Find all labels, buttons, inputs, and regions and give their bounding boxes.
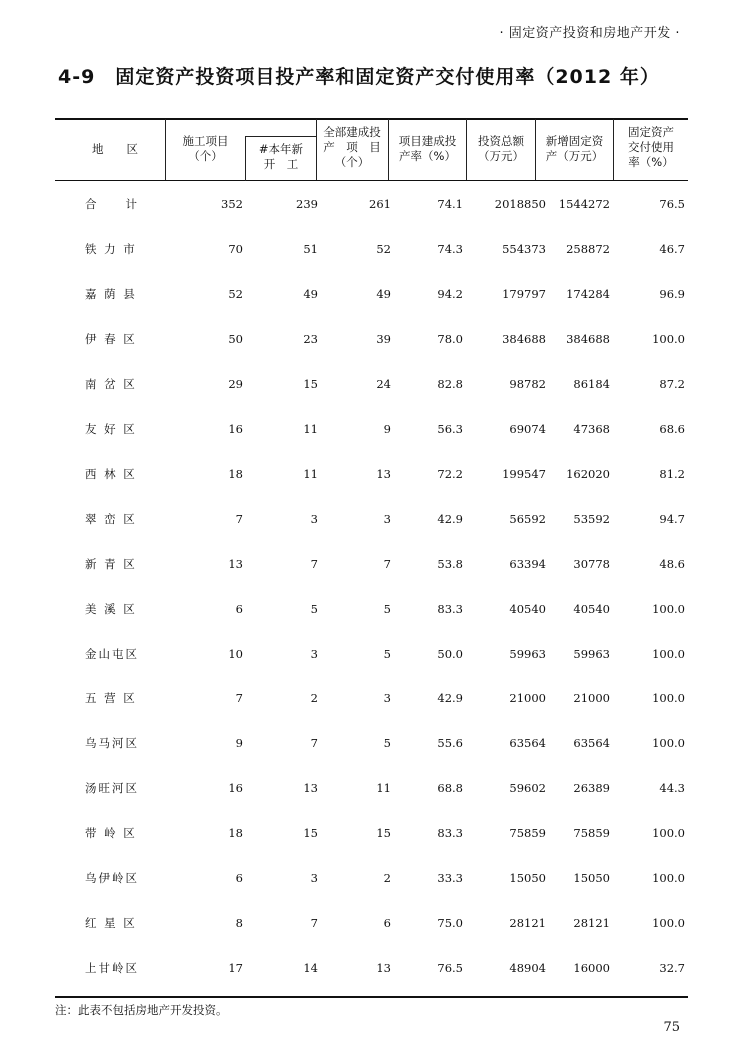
cell-rate: 94.2 [437,287,463,301]
table-row [55,239,688,259]
cell-investment: 56592 [509,512,546,526]
cell-projects: 70 [228,242,243,256]
cell-investment: 75859 [509,826,546,840]
col-header-completed-l1: 全部建成投 [323,125,381,139]
cell-usage: 100.0 [652,647,685,661]
cell-new-assets: 174284 [566,287,610,301]
cell-projects: 7 [235,512,243,526]
col-header-projects-l1: 施工项目 [182,134,229,148]
cell-investment: 40540 [509,602,546,616]
table-row [55,644,688,664]
table-row [55,913,688,933]
cell-completed: 3 [383,691,391,705]
cell-investment: 554373 [502,242,546,256]
table-row [55,419,688,439]
cell-investment: 2018850 [494,197,546,211]
col-header-newassets-l2: 产（万元） [545,149,604,163]
cell-rate: 72.2 [437,467,463,481]
cell-region: 上甘岭区 [85,961,139,975]
cell-new-assets: 258872 [566,242,610,256]
table-row [55,823,688,843]
cell-rate: 56.3 [437,422,463,436]
cell-completed: 13 [376,467,391,481]
cell-completed: 15 [376,826,391,840]
cell-projects: 18 [228,467,243,481]
col-header-usage-l2: 交付使用 [628,140,674,154]
cell-region: 金山屯区 [85,647,139,661]
cell-usage: 94.7 [659,512,685,526]
cell-rate: 74.1 [437,197,463,211]
cell-completed: 5 [383,602,391,616]
cell-completed: 52 [376,242,391,256]
cell-projects: 13 [228,557,243,571]
page-number: 75 [663,1020,680,1035]
col-header-completed [317,125,387,170]
cell-region: 伊 春 区 [85,332,137,346]
cell-new-start: 239 [296,197,318,211]
col-header-new-start [247,142,315,172]
cell-region: 带 岭 区 [85,826,137,840]
cell-projects: 29 [228,377,243,391]
cell-completed: 11 [376,781,391,795]
cell-region: 嘉 荫 县 [85,287,137,301]
cell-new-assets: 28121 [573,916,610,930]
cell-region: 合 计 [85,197,139,211]
cell-new-start: 23 [303,332,318,346]
cell-new-assets: 86184 [573,377,610,391]
cell-completed: 13 [376,961,391,975]
cell-completed: 2 [383,871,391,885]
cell-projects: 16 [228,781,243,795]
table-row [55,554,688,574]
cell-new-start: 11 [303,422,318,436]
cell-region: 新 青 区 [85,557,137,571]
cell-new-start: 13 [303,781,318,795]
cell-completed: 39 [376,332,391,346]
cell-completed: 24 [376,377,391,391]
col-header-region [70,142,160,157]
cell-rate: 53.8 [437,557,463,571]
cell-usage: 32.7 [659,961,685,975]
cell-usage: 46.7 [659,242,685,256]
table-row [55,464,688,484]
cell-projects: 9 [235,736,243,750]
cell-usage: 87.2 [659,377,685,391]
cell-rate: 76.5 [437,961,463,975]
cell-rate: 74.3 [437,242,463,256]
header-divider [165,119,166,180]
col-header-usage-l3: 率（%） [628,155,674,169]
cell-new-start: 2 [310,691,318,705]
col-header-rate-l1: 项目建成投 [398,134,457,148]
cell-region: 美 溪 区 [85,602,137,616]
cell-region: 友 好 区 [85,422,137,436]
cell-new-start: 3 [310,647,318,661]
cell-usage: 100.0 [652,332,685,346]
cell-projects: 8 [235,916,243,930]
col-header-completed-l3: （个） [334,155,370,169]
col-header-rate-l2: 产率（%） [399,149,456,163]
cell-new-start: 15 [303,826,318,840]
cell-completed: 5 [383,647,391,661]
cell-completed: 5 [383,736,391,750]
cell-rate: 83.3 [437,826,463,840]
cell-investment: 63564 [509,736,546,750]
cell-new-start: 51 [303,242,318,256]
cell-region: 乌马河区 [85,736,139,750]
cell-projects: 50 [228,332,243,346]
col-header-completed-l2: 产 项 目 [323,140,381,154]
cell-region: 铁 力 市 [85,242,137,256]
table-row [55,599,688,619]
cell-projects: 16 [228,422,243,436]
cell-new-start: 49 [303,287,318,301]
col-header-new-l2: 开 工 [263,157,299,171]
cell-new-assets: 30778 [573,557,610,571]
table-header-rule [55,180,688,181]
table-bottom-rule [55,996,688,998]
cell-investment: 15050 [509,871,546,885]
cell-new-assets: 75859 [573,826,610,840]
cell-completed: 49 [376,287,391,301]
cell-region: 汤旺河区 [85,781,139,795]
col-header-region-text: 地 区 [92,142,138,156]
table-row [55,374,688,394]
cell-investment: 179797 [502,287,546,301]
cell-projects: 17 [228,961,243,975]
cell-investment: 48904 [509,961,546,975]
cell-rate: 55.6 [437,736,463,750]
cell-completed: 3 [383,512,391,526]
col-header-rate [389,134,466,164]
table-row [55,733,688,753]
cell-investment: 21000 [509,691,546,705]
cell-investment: 59963 [509,647,546,661]
cell-completed: 7 [383,557,391,571]
cell-new-assets: 21000 [573,691,610,705]
cell-new-assets: 53592 [573,512,610,526]
cell-rate: 78.0 [437,332,463,346]
cell-projects: 7 [235,691,243,705]
cell-region: 五 营 区 [85,691,137,705]
cell-projects: 6 [235,602,243,616]
table-row [55,284,688,304]
footnote: 注：此表不包括房地产开发投资。 [55,1003,228,1017]
cell-rate: 33.3 [437,871,463,885]
cell-new-assets: 162020 [566,467,610,481]
col-header-projects [168,134,243,164]
col-header-new-l1: #本年新 [258,142,304,156]
cell-completed: 9 [383,422,391,436]
cell-new-assets: 59963 [573,647,610,661]
cell-rate: 75.0 [437,916,463,930]
table-row [55,688,688,708]
cell-new-start: 15 [303,377,318,391]
cell-usage: 76.5 [659,197,685,211]
cell-new-start: 7 [310,916,318,930]
cell-projects: 10 [228,647,243,661]
cell-new-start: 7 [310,736,318,750]
col-header-usage [614,125,688,170]
table-row [55,778,688,798]
cell-new-assets: 16000 [573,961,610,975]
cell-projects: 6 [235,871,243,885]
cell-investment: 59602 [509,781,546,795]
cell-investment: 28121 [509,916,546,930]
cell-investment: 384688 [502,332,546,346]
table-row [55,194,688,214]
col-header-new-assets [536,134,613,164]
col-header-investment [467,134,535,164]
cell-usage: 100.0 [652,691,685,705]
cell-new-assets: 26389 [573,781,610,795]
running-header: · 固定资产投资和房地产开发 · [499,26,680,41]
table-title: 4-9 固定资产投资项目投产率和固定资产交付使用率（2012 年） [58,66,660,88]
cell-usage: 100.0 [652,871,685,885]
cell-rate: 50.0 [437,647,463,661]
cell-rate: 68.8 [437,781,463,795]
table-row [55,958,688,978]
col-header-invest-l1: 投资总额 [478,134,524,148]
cell-investment: 69074 [509,422,546,436]
col-header-projects-l2: （个） [188,149,223,163]
col-header-usage-l1: 固定资产 [628,125,674,139]
cell-new-start: 5 [310,602,318,616]
cell-new-start: 3 [310,512,318,526]
table-top-rule [55,118,688,120]
cell-new-assets: 63564 [573,736,610,750]
cell-new-assets: 47368 [573,422,610,436]
col-header-newassets-l1: 新增固定资 [545,134,604,148]
cell-usage: 48.6 [659,557,685,571]
cell-new-assets: 1544272 [558,197,610,211]
cell-usage: 100.0 [652,736,685,750]
table-row [55,329,688,349]
cell-usage: 100.0 [652,826,685,840]
cell-investment: 63394 [509,557,546,571]
cell-rate: 82.8 [437,377,463,391]
cell-usage: 100.0 [652,916,685,930]
table-row [55,509,688,529]
cell-new-start: 14 [303,961,318,975]
cell-rate: 42.9 [437,512,463,526]
cell-rate: 83.3 [437,602,463,616]
cell-region: 红 星 区 [85,916,137,930]
cell-projects: 18 [228,826,243,840]
cell-investment: 98782 [509,377,546,391]
cell-projects: 52 [228,287,243,301]
cell-new-assets: 40540 [573,602,610,616]
cell-region: 乌伊岭区 [85,871,139,885]
cell-usage: 81.2 [659,467,685,481]
cell-region: 西 林 区 [85,467,137,481]
cell-projects: 352 [221,197,243,211]
cell-new-assets: 15050 [573,871,610,885]
cell-usage: 44.3 [659,781,685,795]
cell-region: 翠 峦 区 [85,512,137,526]
cell-usage: 100.0 [652,602,685,616]
cell-completed: 6 [383,916,391,930]
cell-completed: 261 [369,197,391,211]
cell-new-start: 11 [303,467,318,481]
col-header-invest-l2: （万元） [478,149,524,163]
cell-region: 南 岔 区 [85,377,137,391]
cell-new-start: 7 [310,557,318,571]
table-row [55,868,688,888]
cell-investment: 199547 [502,467,546,481]
cell-usage: 96.9 [659,287,685,301]
cell-new-start: 3 [310,871,318,885]
cell-usage: 68.6 [659,422,685,436]
cell-new-assets: 384688 [566,332,610,346]
cell-rate: 42.9 [437,691,463,705]
